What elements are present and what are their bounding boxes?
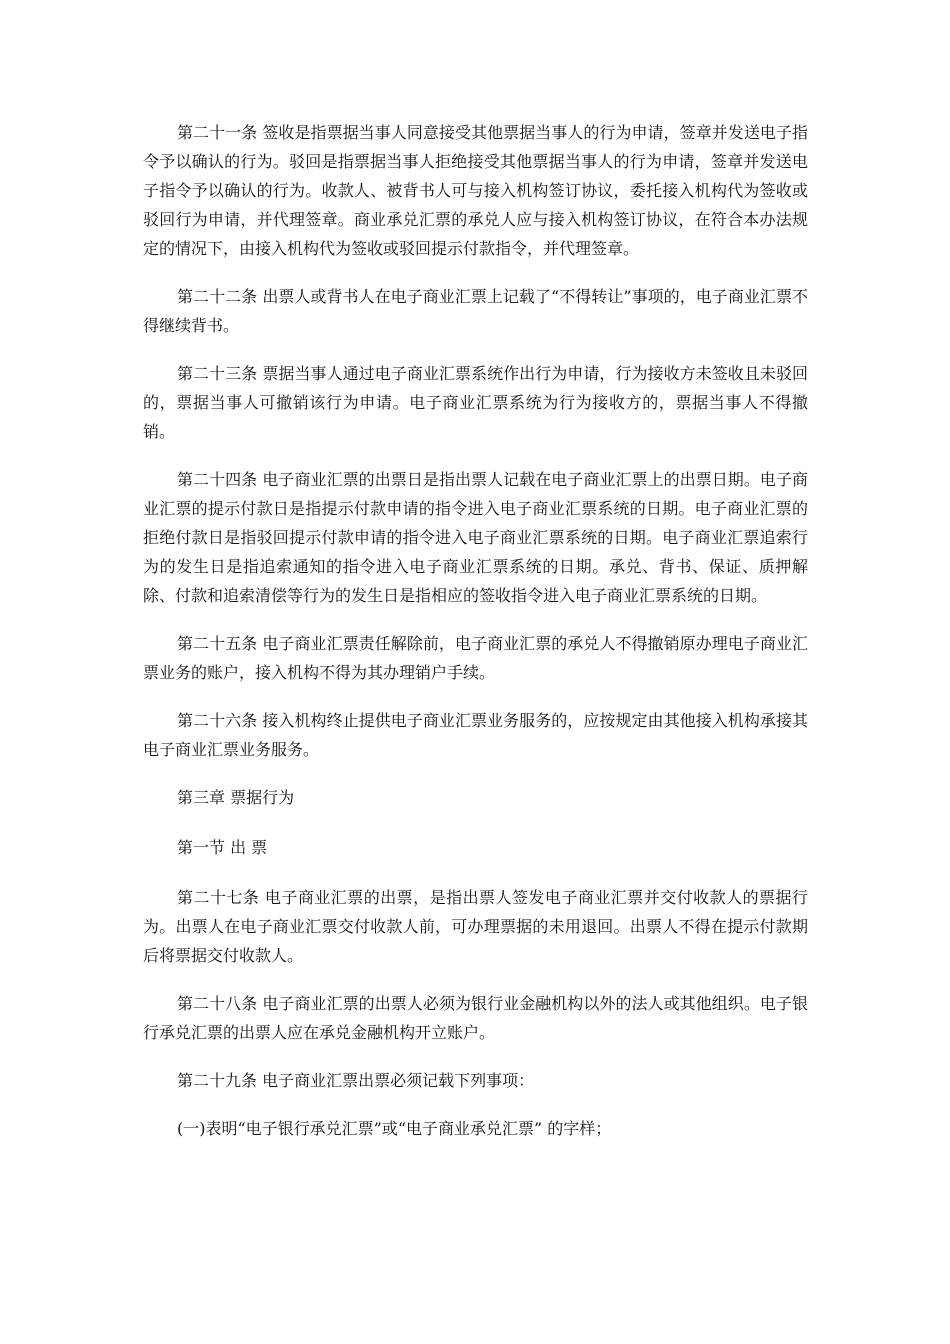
article-24-paragraph: 第二十四条 电子商业汇票的出票日是指出票人记载在电子商业汇票上的出票日期。电子商业汇票的提示付款日是指提示付款申请的指令进入电子商业汇票系统的日期。电子商业汇票的拒绝付款日是指驳回提示付款申请的指令进入电子商业汇票系统的日期。电子商业汇票追索行为的发生日是指追索通知的指令进入电子商业汇票系统的日期。承兑、背书、保证、质押解除、付款和追索清偿等行为的发生日是指相应的签收指令进入电子商业汇票系统的日期。 [143,470,808,605]
document-body [143,118,808,1162]
article-29-paragraph: 第二十九条 电子商业汇票出票必须记载下列事项： [177,1071,535,1090]
article-27-paragraph: 第二十七条 电子商业汇票的出票，是指出票人签发电子商业汇票并交付收款人的票据行为。出票人在电子商业汇票交付收款人前，可办理票据的未用退回。出票人不得在提示付款期后将票据交付收款人。 [143,888,808,965]
section-1-heading: 第一节 出 票 [177,838,268,857]
list-item-1-paragraph: (一)表明“电子银行承兑汇票”或“电子商业承兑汇票” 的字样； [177,1119,612,1138]
article-21-paragraph: 第二十一条 签收是指票据当事人同意接受其他票据当事人的行为申请，签章并发送电子指令予以确认的行为。驳回是指票据当事人拒绝接受其他票据当事人的行为申请，签章并发送电子指令予以确认的行为。收款人、被背书人可与接入机构签订协议，委托接入机构代为签收或驳回行为申请，并代理签章。商业承兑汇票的承兑人应与接入机构签订协议，在符合本办法规定的情况下，由接入机构代为签收或驳回提示付款指令，并代理签章。 [143,123,808,258]
article-28-paragraph: 第二十八条 电子商业汇票的出票人必须为银行业金融机构以外的法人或其他组织。电子银行承兑汇票的出票人应在承兑金融机构开立账户。 [143,994,808,1042]
article-23-paragraph: 第二十三条 票据当事人通过电子商业汇票系统作出行为申请，行为接收方未签收且未驳回的，票据当事人可撤销该行为申请。电子商业汇票系统为行为接收方的，票据当事人不得撤销。 [143,364,808,441]
article-26-paragraph: 第二十六条 接入机构终止提供电子商业汇票业务服务的，应按规定由其他接入机构承接其电子商业汇票业务服务。 [143,711,808,759]
chapter-3-heading: 第三章 票据行为 [177,788,295,807]
article-22-paragraph: 第二十二条 出票人或背书人在电子商业汇票上记载了“不得转让”事项的，电子商业汇票不得继续背书。 [143,287,808,335]
article-25-paragraph: 第二十五条 电子商业汇票责任解除前，电子商业汇票的承兑人不得撤销原办理电子商业汇票业务的账户，接入机构不得为其办理销户手续。 [143,634,808,682]
